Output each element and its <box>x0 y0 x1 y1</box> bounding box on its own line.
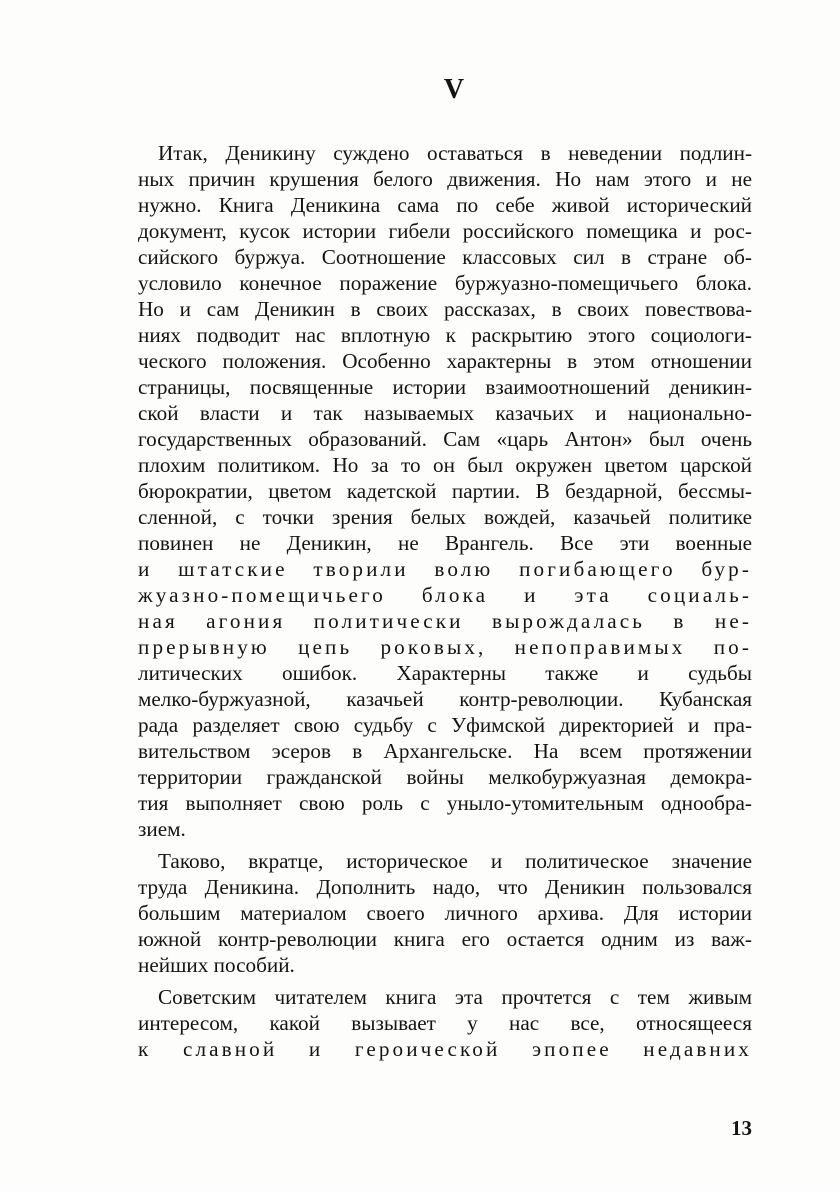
text-line: зием. <box>138 817 186 841</box>
text-line: повинен не Деникин, не Врангель. Все эти военные <box>138 531 752 555</box>
text-line: большим материалом своего личного архива. Для истории <box>138 901 752 925</box>
text-line: Таково, вкратце, историческое и политическое значение <box>158 849 752 873</box>
page-number: 13 <box>731 1116 752 1140</box>
text-line-spaced: прерывную цепь роковых, непоправимых по- <box>138 635 752 659</box>
chapter-heading: V <box>443 74 465 105</box>
text-line: тия выполняет свою роль с уныло-утомительным однообра- <box>138 791 752 815</box>
text-line: государственных образований. Сам «царь Антон» был очень <box>138 427 752 451</box>
text-line: бюрократии, цветом кадетской партии. В бездарной, бессмы- <box>138 479 752 503</box>
text-line-spaced: ная агония политически вырождалась в не- <box>138 609 752 633</box>
text-line: Но и сам Деникин в своих рассказах, в своих повествова- <box>138 297 752 321</box>
text-line: рада разделяет свою судьбу с Уфимской директорией и пра- <box>138 713 752 737</box>
text-line: Итак, Деникину суждено оставаться в неведении подлин- <box>158 141 752 165</box>
text-line: сленной, с точки зрения белых вождей, казачьей политике <box>138 505 752 529</box>
text-line: интересом, какой вызывает у нас все, относящееся <box>138 1011 752 1035</box>
text-line-spaced: и штатские творили волю погибающего бур- <box>138 557 752 581</box>
text-line: документ, кусок истории гибели российского помещика и рос- <box>138 219 752 243</box>
text-line: плохим политиком. Но за то он был окружен цветом царской <box>138 453 752 477</box>
text-line: ской власти и так называемых казачьих и национально- <box>138 401 752 425</box>
text-line: Советским читателем книга эта прочтется с тем живым <box>158 985 752 1009</box>
text-line: мелко-буржуазной, казачьей контр-революции. Кубанская <box>138 687 752 711</box>
text-line: нужно. Книга Деникина сама по себе живой исторический <box>138 193 752 217</box>
text-line-spaced: к славной и героической эпопее недавних <box>138 1037 752 1061</box>
text-line: ческого положения. Особенно характерны в этом отношении <box>138 349 752 373</box>
text-line: литических ошибок. Характерны также и судьбы <box>138 661 752 685</box>
text-line: ниях подводит нас вплотную к раскрытию этого социологи- <box>138 323 752 347</box>
text-line: нейших пособий. <box>138 953 295 977</box>
text-line: территории гражданской войны мелкобуржуазная демокра- <box>138 765 752 789</box>
text-line: вительством эсеров в Архангельске. На всем протяжении <box>138 739 752 763</box>
text-line: труда Деникина. Дополнить надо, что Деникин пользовался <box>138 875 752 899</box>
text-line: условило конечное поражение буржуазно-помещичьего блока. <box>138 271 752 295</box>
text-line: страницы, посвященные истории взаимоотношений деникин- <box>138 375 752 399</box>
text-line: сийского буржуа. Соотношение классовых сил в стране об- <box>138 245 752 269</box>
text-line-spaced: жуазно-помещичьего блока и эта социаль- <box>138 583 752 607</box>
text-line: ных причин крушения белого движения. Но нам этого и не <box>138 167 752 191</box>
text-line: южной контр-революции книга его остается одним из важ- <box>138 927 752 951</box>
